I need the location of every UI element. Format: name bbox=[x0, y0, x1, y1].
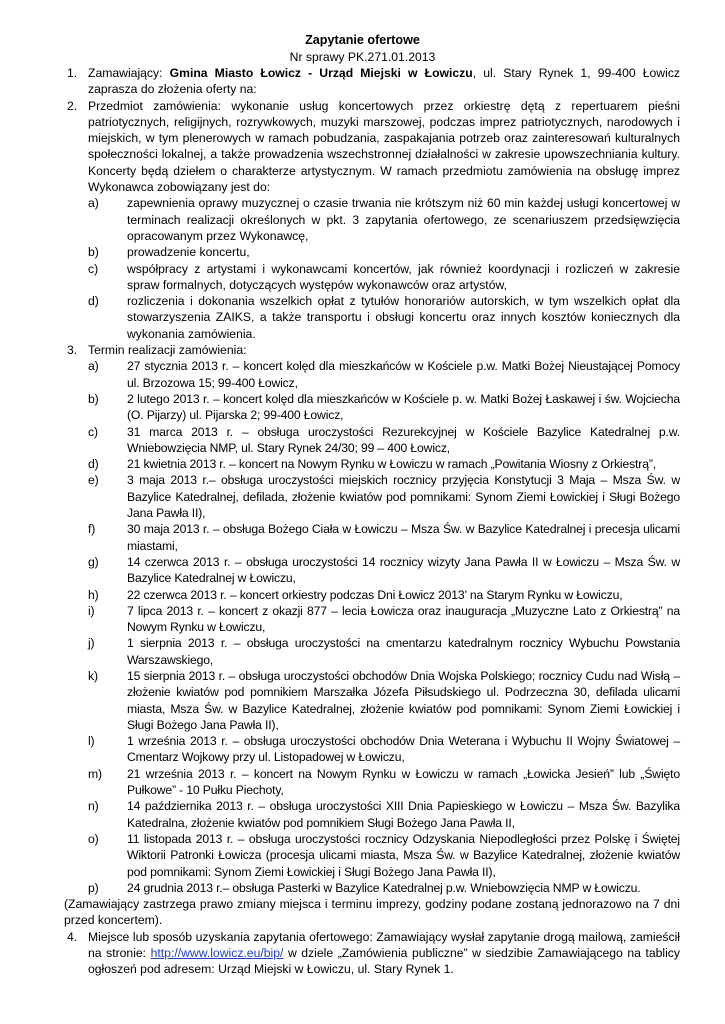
list-item bbox=[88, 244, 680, 260]
section-4 bbox=[64, 929, 680, 978]
list-item-label: d) bbox=[88, 294, 99, 309]
list-item-text: 27 stycznia 2013 r. – koncert kolęd dla mieszkańców w Kościele p.w. Matki Bożej Nieustającej Pomocy ul. Brzozowa 15; 99-400 Łowicz, bbox=[127, 359, 680, 390]
section-4-prefix: Miejsce lub sposób uzyskania zapytania ofertowego: Zamawiający wysłał zapytanie drogą mailową, zamieścił na stronie: bbox=[88, 929, 680, 961]
contracting-authority: Gmina Miasto Łowicz - Urząd Miejski w Łowiczu bbox=[169, 66, 473, 80]
list-item-text: 14 czerwca 2013 r. – obsługa uroczystości 14 rocznicy wizyty Jana Pawła II w Łowiczu – Msza Św. w Bazylice Katedralnej w Łowiczu, bbox=[127, 554, 680, 586]
list-item-text: 3 maja 2013 r.– obsługa uroczystości miejskich rocznicy przyjęcia Konstytucji 3 Maja – Msza Św. w Bazylice Katedralnej, defilada, złożenie kwiatów pod pomnikami: Synom Ziemi Łowickiej i Sługi Bożego Jana Pawła II), bbox=[127, 473, 680, 521]
section-1-prefix: Zamawiający: bbox=[88, 66, 170, 80]
list-item-text: 1 września 2013 r. – obsługa uroczystości obchodów Dnia Weterana i Wybuchu II Wojny Światowej – Cmentarz Wojkowy przy ul. Listopadowej w Łowiczu, bbox=[127, 734, 680, 765]
list-item bbox=[88, 424, 680, 457]
section-number: 1. bbox=[67, 66, 78, 80]
list-item-label: g) bbox=[88, 554, 99, 569]
list-item-text: 31 marca 2013 r. – obsługa uroczystości Rezurekcyjnej w Kościele Bazylice Katedralnej p.w. Wniebowzięcia NMP, ul. Stary Rynek 24/30; 99 – 400 Łowicz, bbox=[127, 424, 680, 455]
list-item bbox=[88, 603, 680, 636]
list-item bbox=[88, 456, 680, 472]
list-item bbox=[88, 733, 680, 766]
list-item-label: b) bbox=[88, 245, 99, 260]
section-3-text: Termin realizacji zamówienia: bbox=[88, 343, 247, 358]
section-number: 3. bbox=[67, 343, 78, 358]
list-item bbox=[88, 293, 680, 342]
list-item-text: 1 sierpnia 2013 r. – obsługa uroczystości na cmentarzu katedralnym rocznicy Wybuchu Powstania Warszawskiego, bbox=[127, 636, 680, 667]
list-item-label: o) bbox=[88, 831, 99, 846]
list-item-label: b) bbox=[88, 391, 99, 406]
list-item-label: f) bbox=[88, 522, 96, 537]
list-item-label: l) bbox=[88, 734, 95, 749]
list-item-text: 2 lutego 2013 r. – koncert kolęd dla mieszkańców w Kościele p. w. Matki Bożej Łaskawej i św. Wojciecha (O. Pijarzy) ul. Pijarska 2; 99-400 Łowicz, bbox=[127, 391, 680, 423]
list-item-label: j) bbox=[88, 636, 95, 651]
list-item bbox=[88, 195, 680, 244]
list-item-text: 30 maja 2013 r. – obsługa Bożego Ciała w Łowiczu – Msza Św. w Bazylice Katedralnej i precesja ulicami miastami, bbox=[127, 522, 680, 553]
document-title: Zapytanie ofertowe bbox=[305, 33, 420, 47]
bip-link[interactable]: http://www.lowicz.eu/bip/ bbox=[150, 946, 284, 961]
list-item bbox=[88, 391, 680, 424]
section-2 bbox=[64, 98, 680, 342]
list-item-label: e) bbox=[88, 473, 99, 488]
list-item-text: 21 kwietnia 2013 r. – koncert na Nowym Rynku w Łowiczu w ramach „Powitania Wiosny z Orkiestrą”, bbox=[127, 457, 656, 472]
list-item-label: k) bbox=[88, 668, 98, 683]
section-3-list bbox=[88, 358, 680, 896]
list-item bbox=[88, 635, 680, 668]
document-body bbox=[64, 65, 680, 978]
list-item bbox=[88, 587, 680, 603]
list-item-label: h) bbox=[88, 587, 99, 602]
list-item-text: rozliczenia i dokonania wszelkich opłat z tytułów honorariów autorskich, w tym wszelkich opłat dla stowarzyszenia ZAIKS, a także transportu i obsługi koncertu oraz innych kosztów koniecznych dla wykonania zamówienia. bbox=[127, 294, 680, 341]
list-item-text: 7 lipca 2013 r. – koncert z okazji 877 – lecia Łowicza oraz inauguracja „Muzyczne Lato z Orkiestrą” na Nowym Rynku w Łowiczu, bbox=[127, 603, 680, 635]
list-item-label: d) bbox=[88, 457, 99, 472]
list-item bbox=[88, 521, 680, 554]
list-item-text: 24 grudnia 2013 r.– obsługa Pasterki w Bazylice Katedralnej p.w. Wniebowzięcia NMP w Łowiczu. bbox=[127, 880, 641, 895]
reservation-note: (Zamawiający zastrzega prawo zmiany miejsca i terminu imprezy, godziny podane zostaną jednorazowo na 7 dni przed koncertem). bbox=[64, 897, 680, 928]
list-item-label: i) bbox=[88, 603, 95, 618]
list-item-text: współpracy z artystami i wykonawcami koncertów, jak również koordynacji i rozliczeń w zakresie spraw formalnych, dotyczących występów wykonawców oraz artystów, bbox=[127, 261, 680, 292]
list-item-label: c) bbox=[88, 261, 99, 276]
list-item-text: 22 czerwca 2013 r. – koncert orkiestry podczas Dni Łowicz 2013’ na Starym Rynku w Łowiczu, bbox=[127, 587, 623, 602]
list-item bbox=[88, 668, 680, 733]
list-item bbox=[88, 798, 680, 831]
section-4-suffix: w dziele „Zamówienia publiczne” w siedzibie Zamawiającego na tablicy ogłoszeń pod adresem: Urząd Miejski w Łowiczu, ul. Stary Rynek 1. bbox=[88, 946, 680, 977]
section-1-suffix: , ul. Stary Rynek 1, 99-400 Łowicz zaprasza do złożenia oferty na: bbox=[88, 66, 681, 97]
case-number: Nr sprawy PK.271.01.2013 bbox=[289, 50, 436, 64]
list-item-label: a) bbox=[88, 359, 99, 374]
list-item bbox=[88, 831, 680, 880]
list-item-text: 15 sierpnia 2013 r. – obsługa uroczystości obchodów Dnia Wojska Polskiego; rocznicy Cudu nad Wisłą – złożenie kwiatów pod pomnikiem Marszałka Józefa Piłsudskiego ul. Podrzeczna 30, defilada ulicami miasta, Msza Św. w Bazylice Katedralnej, złożenie kwiatów pod pomnikami: Synom Ziemi Łowickiej i Sługi Bożego Jana Pawła II), bbox=[127, 668, 680, 732]
list-item-label: c) bbox=[88, 424, 98, 439]
section-2-list bbox=[88, 195, 680, 342]
list-item-text: 21 września 2013 r. – koncert na Nowym Rynku w Łowiczu w ramach „Łowicka Jesień” lub „Święto Pułkowe” - 10 Pułku Piechoty, bbox=[127, 766, 680, 798]
section-2-text: Przedmiot zamówienia: wykonanie usług koncertowych przez orkiestrę dętą z repertuarem pieśni patriotycznych, religijnych, rozrywkowych, muzyki marszowej, podczas imprez patriotycznych, narodowych i miejskich, w tym plenerowych w ramach pobudzania, zaspakajania potrzeb oraz zainteresowań kulturalnych społeczności lokalnej, a także prowadzenia wszechstronnej działalności w zakresie upowszechniania kultury. Koncerty będą dziełem o charakterze artystycznym. W ramach przedmiotu zamówienia na obsługę imprez Wykonawca zobowiązany jest do: bbox=[88, 98, 680, 195]
list-item-text: prowadzenie koncertu, bbox=[127, 245, 250, 260]
section-3 bbox=[64, 342, 680, 896]
list-item bbox=[88, 766, 680, 799]
list-item-label: a) bbox=[88, 196, 99, 211]
list-item bbox=[88, 261, 680, 294]
list-item-text: 14 października 2013 r. – obsługa uroczystości XIII Dnia Papieskiego w Łowiczu – Msza Św. Bazylika Katedralna, złożenie kwiatów pod pomnikiem Sługi Bożego Jana Pawła II, bbox=[127, 799, 680, 830]
list-item-label: m) bbox=[88, 766, 102, 781]
list-item-text: 11 listopada 2013 r. – obsługa uroczystości rocznicy Odzyskania Niepodległości przez Polskę i Świętej Wiktorii Patronki Łowicza (procesja ulicami miasta, Msza Św. w Bazylice Katedralnej, złożenie kwiatów pod pomnikami: Synom Ziemi Łowickiej i Sługi Bożego Jana Pawła II), bbox=[127, 831, 680, 879]
list-item bbox=[88, 880, 680, 896]
list-item bbox=[88, 472, 680, 521]
section-number: 2. bbox=[67, 98, 78, 113]
list-item bbox=[88, 554, 680, 587]
section-number: 4. bbox=[67, 929, 78, 944]
list-item-label: p) bbox=[88, 880, 99, 895]
section-1 bbox=[64, 65, 680, 98]
list-item-label: n) bbox=[88, 799, 99, 814]
list-item-text: zapewnienia oprawy muzycznej o czasie trwania nie krótszym niż 60 min każdej usługi koncertowej w terminach realizacji określonych w pkt. 3 zapytania ofertowego, ze scenariuszem przedsięwzięcia opracowanym przez Wykonawcę, bbox=[127, 196, 680, 243]
list-item bbox=[88, 358, 680, 391]
